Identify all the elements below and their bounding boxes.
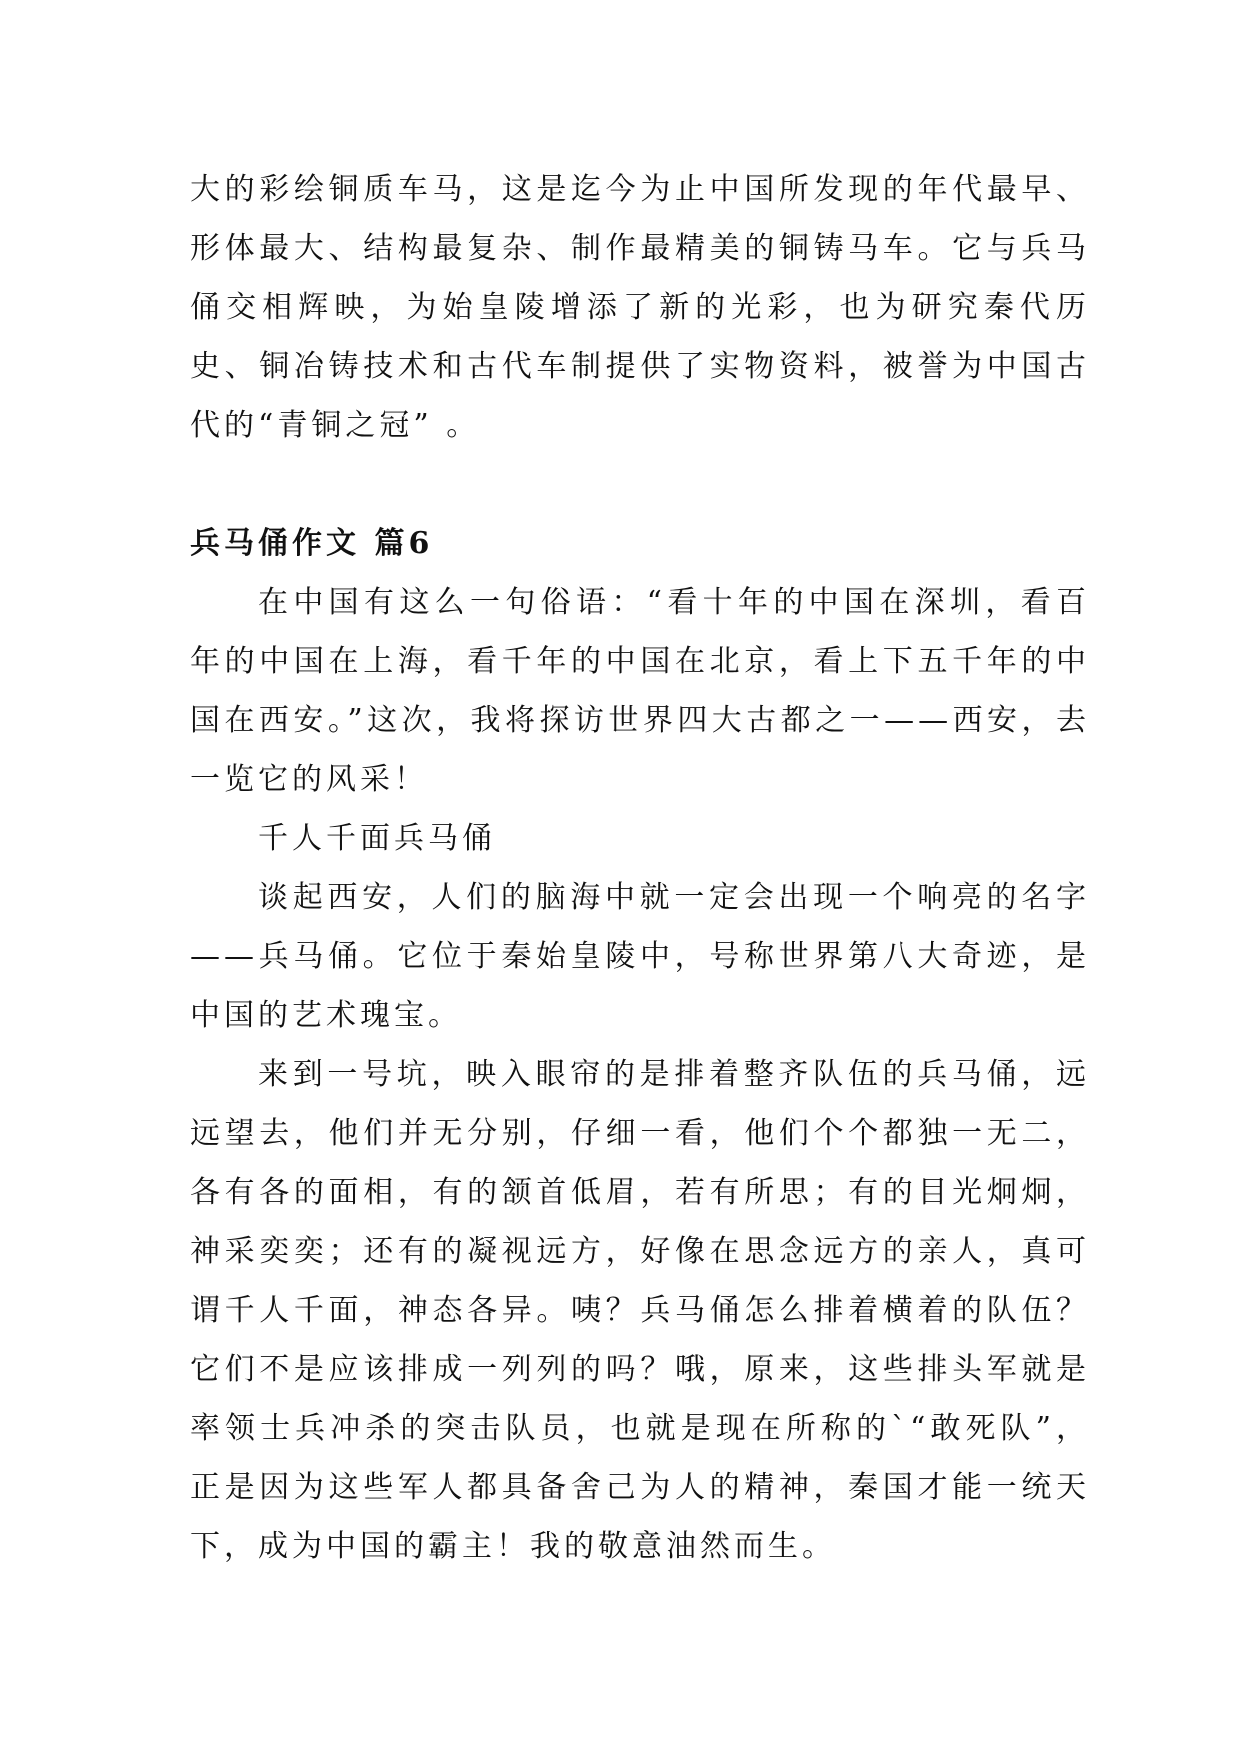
section-heading: 兵马俑作文 篇6 bbox=[190, 526, 434, 561]
body-paragraph-2: 谈起西安，人们的脑海中就一定会出现一个响亮的名字——兵马俑。它位于秦始皇陵中，号称世界第八大奇迹，是中国的艺术瑰宝。 bbox=[190, 880, 1090, 1033]
intro-paragraph: 大的彩绘铜质车马，这是迄今为止中国所发现的年代最早、形体最大、结构最复杂、制作最精美的铜铸马车。它与兵马俑交相辉映，为始皇陵增添了新的光彩，也为研究秦代历史、铜冶铸技术和古代车制提供了实物资料，被誉为中国古代的“青铜之冠” 。 bbox=[190, 172, 1090, 443]
body-paragraph-1: 在中国有这么一句俗语：“看十年的中国在深圳，看百年的中国在上海，看千年的中国在北京，看上下五千年的中国在西安。”这次，我将探访世界四大古都之一——西安，去一览它的风采！ bbox=[190, 585, 1090, 797]
body-paragraph-3: 来到一号坑，映入眼帘的是排着整齐队伍的兵马俑，远远望去，他们并无分别，仔细一看，他们个个都独一无二，各有各的面相，有的颔首低眉，若有所思；有的目光炯炯，神采奕奕；还有的凝视远方，好像在思念远方的亲人，真可谓千人千面，神态各异。咦？兵马俑怎么排着横着的队伍？它们不是应该排成一列列的吗？哦，原来，这些排头军就是率领士兵冲杀的突击队员，也就是现在所称的`“敢死队”，正是因为这些军人都具备舍己为人的精神，秦国才能一统天下，成为中国的霸主！我的敬意油然而生。 bbox=[190, 1057, 1090, 1564]
document-page bbox=[190, 160, 1090, 1576]
subheading-paragraph: 千人千面兵马俑 bbox=[258, 821, 496, 856]
